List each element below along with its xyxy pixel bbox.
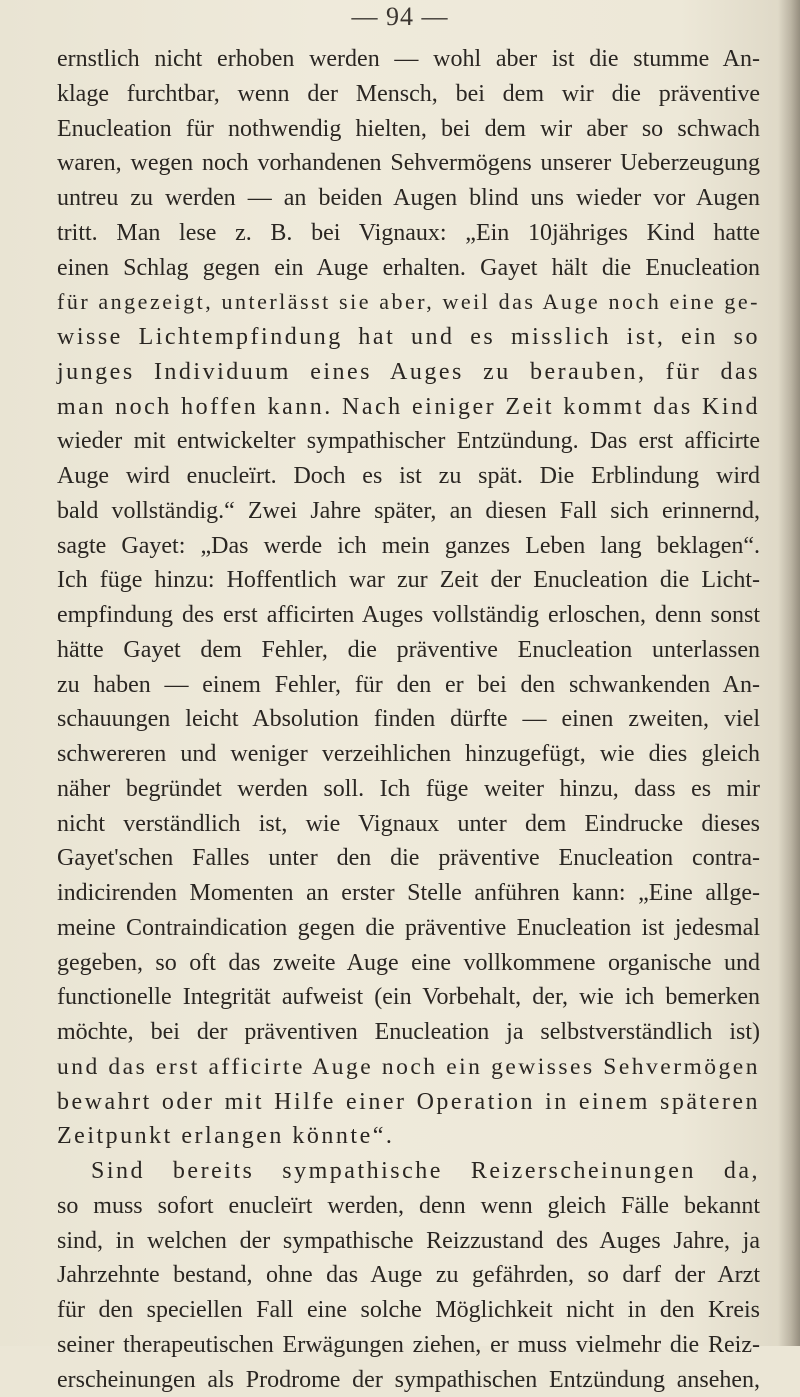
text-line: einen Schlag gegen ein Auge erhalten. Gayet hält die Enucleation [57,251,760,286]
text-line: Ich füge hinzu: Hoffentlich war zur Zeit der Enucleation die Licht- [57,563,760,598]
text-line: und das erst afficirte Auge noch ein gewisses Sehvermögen [57,1050,760,1085]
text-line: tritt. Man lese z. B. bei Vignaux: „Ein 10jähriges Kind hatte [57,216,760,251]
text-line: empfindung des erst afficirten Auges vollständig erloschen, denn sonst [57,598,760,633]
text-line: so muss sofort enucleïrt werden, denn wenn gleich Fälle bekannt [57,1189,760,1224]
text-line: waren, wegen noch vorhandenen Sehvermögens unserer Ueberzeugung [57,146,760,181]
body-text [57,42,760,1397]
page-number: — 94 — [0,2,800,32]
text-line: schauungen leicht Absolution finden dürfte — einen zweiten, viel [57,702,760,737]
text-line: schwereren und weniger verzeihlichen hinzugefügt, wie dies gleich [57,737,760,772]
text-line: möchte, bei der präventiven Enucleation ja selbstverständlich ist) [57,1015,760,1050]
text-line: indicirenden Momenten an erster Stelle anführen kann: „Eine allge- [57,876,760,911]
text-line: meine Contraindication gegen die präventive Enucleation ist jedesmal [57,911,760,946]
text-line: sagte Gayet: „Das werde ich mein ganzes Leben lang beklagen“. [57,529,760,564]
text-line: man noch hoffen kann. Nach einiger Zeit kommt das Kind [57,390,760,425]
text-line: Sind bereits sympathische Reizerscheinungen da, [57,1154,760,1189]
text-line: Jahrzehnte bestand, ohne das Auge zu gefährden, so darf der Arzt [57,1258,760,1293]
text-line: zu haben — einem Fehler, für den er bei den schwankenden An- [57,668,760,703]
text-line: ernstlich nicht erhoben werden — wohl aber ist die stumme An- [57,42,760,77]
text-line: für angezeigt, unterlässt sie aber, weil das Auge noch eine ge- [57,285,760,320]
text-line: näher begründet werden soll. Ich füge weiter hinzu, dass es mir [57,772,760,807]
page-edge-shadow [778,0,800,1346]
text-line: seiner therapeutischen Erwägungen ziehen, er muss vielmehr die Reiz- [57,1328,760,1363]
text-line: bewahrt oder mit Hilfe einer Operation in einem späteren [57,1085,760,1120]
text-line: junges Individuum eines Auges zu berauben, für das [57,355,760,390]
text-line: erscheinungen als Prodrome der sympathischen Entzündung ansehen, [57,1363,760,1397]
text-line: bald vollständig.“ Zwei Jahre später, an diesen Fall sich erinnernd, [57,494,760,529]
text-line: sind, in welchen der sympathische Reizzustand des Auges Jahre, ja [57,1224,760,1259]
text-line: hätte Gayet dem Fehler, die präventive Enucleation unterlassen [57,633,760,668]
text-line: untreu zu werden — an beiden Augen blind uns wieder vor Augen [57,181,760,216]
text-line: Zeitpunkt erlangen könnte“. [57,1119,760,1154]
text-line: wisse Lichtempfindung hat und es misslich ist, ein so [57,320,760,355]
text-line: nicht verständlich ist, wie Vignaux unter dem Eindrucke dieses [57,807,760,842]
text-line: klage furchtbar, wenn der Mensch, bei dem wir die präventive [57,77,760,112]
text-line: wieder mit entwickelter sympathischer Entzündung. Das erst afficirte [57,424,760,459]
text-line: gegeben, so oft das zweite Auge eine vollkommene organische und [57,946,760,981]
text-line: functionelle Integrität aufweist (ein Vorbehalt, der, wie ich bemerken [57,980,760,1015]
text-line: Gayet'schen Falles unter den die präventive Enucleation contra- [57,841,760,876]
text-line: Auge wird enucleïrt. Doch es ist zu spät. Die Erblindung wird [57,459,760,494]
text-line: für den speciellen Fall eine solche Möglichkeit nicht in den Kreis [57,1293,760,1328]
text-line: Enucleation für nothwendig hielten, bei dem wir aber so schwach [57,112,760,147]
